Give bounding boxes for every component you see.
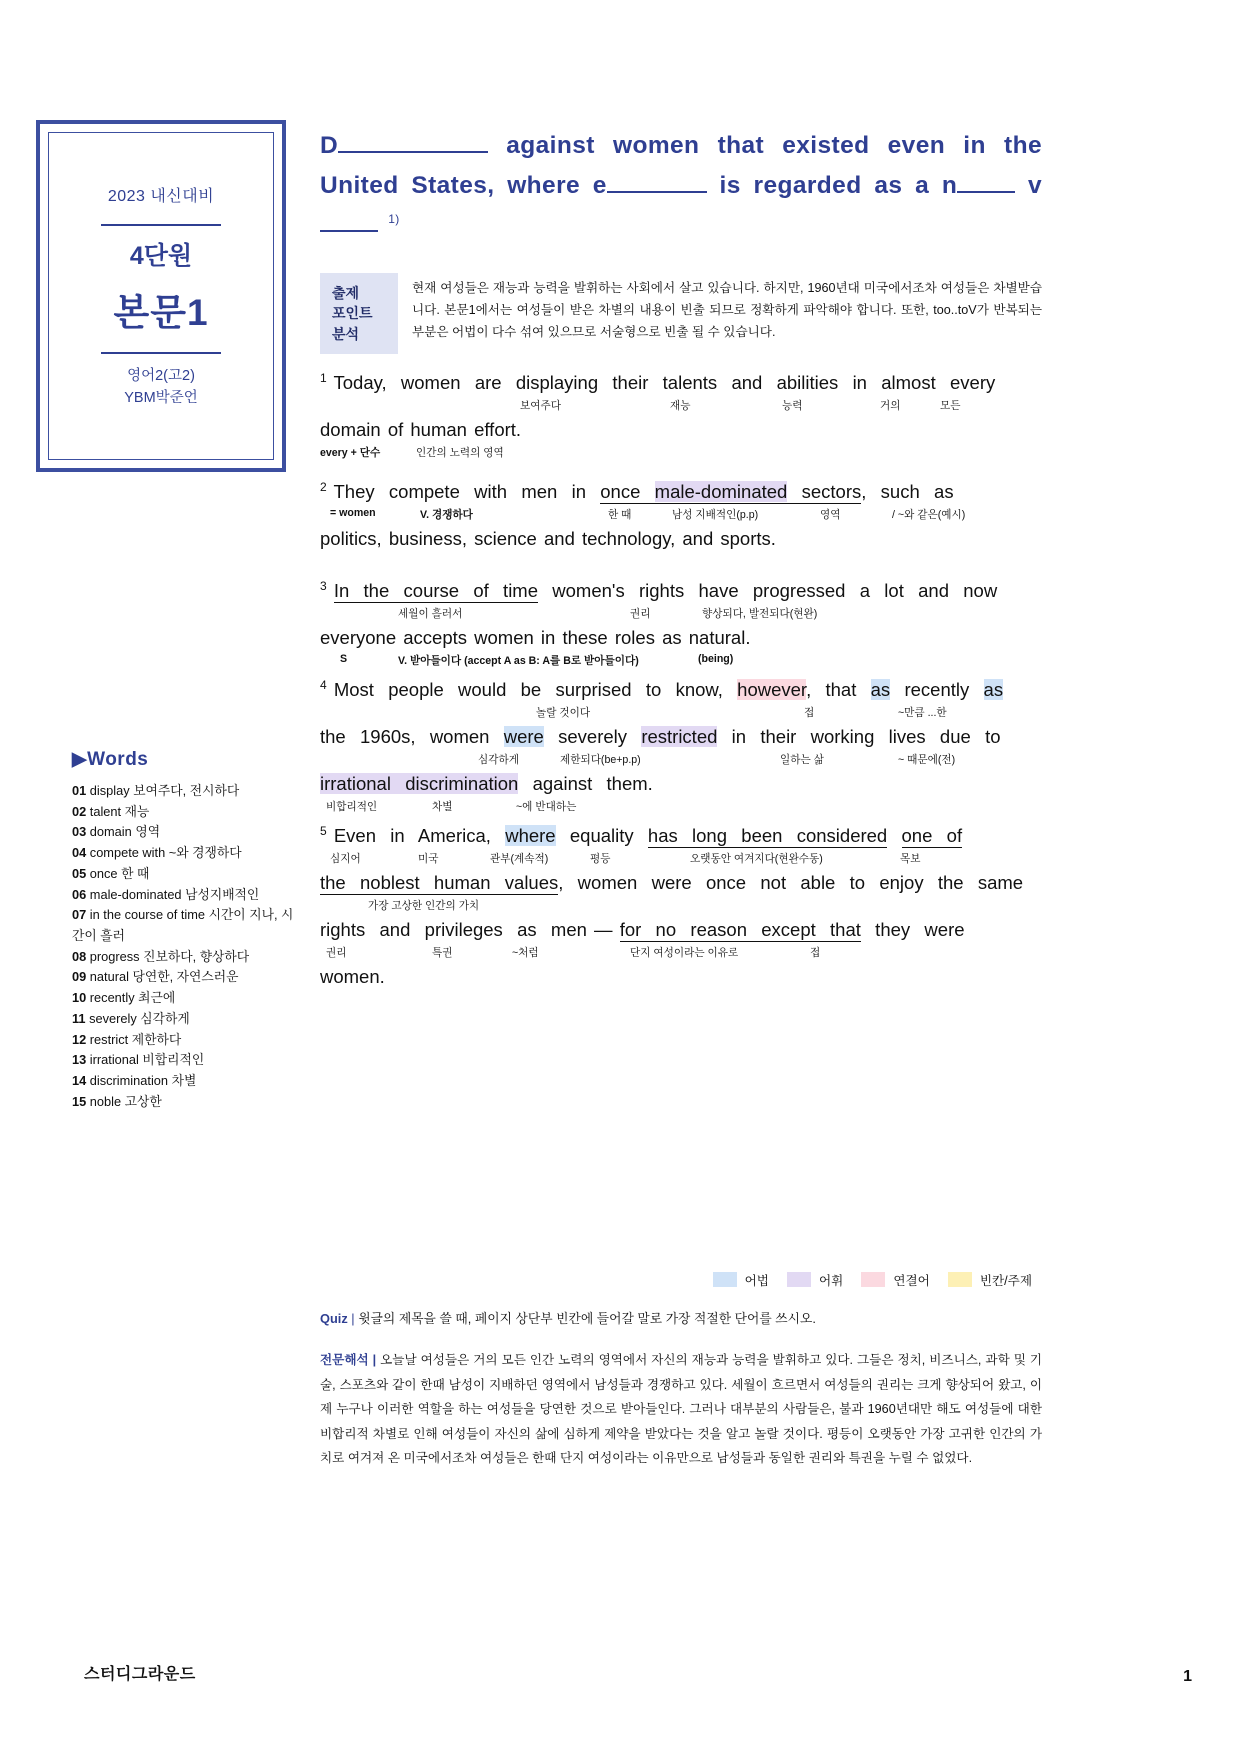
gloss: 가장 고상한 인간의 가치	[368, 900, 480, 913]
point-analysis-tag	[320, 273, 398, 354]
point-analysis-text: 현재 여성들은 재능과 능력을 발휘하는 사회에서 살고 있습니다. 하지만, 1960년대 미국에서조차 여성들은 차별받습니다. 본문1에서는 여성들이 받은 차별의 내용이 빈출 되므로 정확하게 파악해야 합니다. 또한, too..toV가 반복되는 부분은 어법이 다수 섞여 있으므로 서술형으로 빈출 될 수 있습니다.	[412, 281, 1042, 340]
words-list	[72, 748, 302, 1113]
word-number: 05	[72, 865, 87, 881]
blank-line-4	[320, 230, 378, 232]
words-container	[72, 781, 302, 1113]
headline-part2: against women that existed even	[506, 132, 946, 159]
legend-label-grammar: 어법	[744, 1274, 769, 1288]
sentence-2-line-1: $^2$ They compete with men in once male-dominated sectors, such as	[320, 480, 954, 503]
word-number: 08	[72, 948, 87, 964]
word-item	[72, 1030, 302, 1051]
sentence-block-1	[320, 370, 1042, 463]
word-english: recently	[86, 990, 139, 1006]
sentence-block-5	[320, 823, 1042, 990]
word-number: 11	[72, 1010, 86, 1026]
sentence-5-line-3: rights and privileges as men — for no reason except that they were	[320, 919, 965, 941]
word-english: progress	[86, 948, 144, 964]
word-english: display	[86, 783, 134, 798]
cover-main-title: 본문1	[113, 291, 209, 333]
word-korean: 남성지배적인	[185, 886, 260, 902]
gloss-row-5-2	[320, 898, 1042, 916]
gloss: 차별	[432, 801, 453, 814]
legend-swatch-connective	[861, 1272, 885, 1287]
word-korean: 고상한	[124, 1093, 162, 1109]
sentence-number-5: 5	[320, 824, 327, 839]
gloss: 권리	[326, 947, 347, 960]
title-inner	[48, 132, 274, 460]
sentence-3-line-1: $^3$ In the course of time women's rights have progressed a lot and now	[320, 579, 998, 602]
gloss: 관부(계속적)	[490, 853, 549, 866]
gloss: 제한되다(be+p.p)	[560, 754, 641, 767]
word-item	[72, 967, 302, 988]
point-analysis	[320, 273, 1042, 354]
title-box	[36, 120, 286, 472]
blank-line-3	[957, 191, 1015, 193]
headline-part4: is regarded	[719, 171, 862, 199]
headline-part6: v	[1027, 171, 1043, 199]
quiz-row	[320, 1308, 1042, 1327]
footer-brand: 스터디그라운드	[84, 1666, 196, 1683]
word-number: 07	[72, 907, 87, 923]
translation-text: 오늘날 여성들은 거의 모든 인간 노력의 영역에서 자신의 재능과 능력을 발휘하고 있다. 그들은 정치, 비즈니스, 과학 및 기술, 스포츠와 같이 한때 남성이 지배하던 영역에서 남성들과 경쟁하고 있다. 세월이 흐르면서 여성들의 권리는 크게 향상되어 왔고, 이제 누구나 이러한 역할을 하는 여성들을 당연한 것으로 받아들인다. 그러나 대부분의 사람들은, 불과 1960년대만 해도 여성들에 대한 비합리적 차별로 인해 여성들이 자신의 삶에 심하게 제약을 받았다는 것을 알고 놀랄 것이다. 평등이 오랫동안 가장 고귀한 인간의 가치로 여겨져 온 미국에서조차 여성들은 한때 단지 여성이라는 이유만으로 남성들과 동일한 권리와 특권을 누릴 수 없었다.	[320, 1353, 1042, 1466]
blank-line-1	[338, 151, 488, 153]
gloss-row-3-2	[320, 653, 1042, 671]
sentence-number-1: 1	[320, 370, 327, 385]
word-item	[72, 1009, 302, 1030]
word-english: compete with	[86, 845, 169, 861]
point-tag-line-1: 출제	[332, 285, 360, 302]
cover-year: 2023 내신대비	[107, 187, 215, 205]
gloss: ~에 반대하는	[516, 801, 577, 814]
legend	[713, 1270, 1042, 1289]
sentence-2-line-2: politics, business, science and technology, and sports.	[320, 528, 776, 550]
word-item	[72, 864, 302, 885]
word-number: 06	[72, 886, 87, 902]
sentence-block-3	[320, 578, 1042, 671]
gloss: 목보	[900, 853, 921, 866]
blank-line-2	[607, 191, 707, 193]
gloss: 오랫동안 여겨지다(현완수동)	[690, 853, 823, 866]
sentence-4-line-3: irrational discrimination against them.	[320, 773, 653, 795]
legend-swatch-vocab	[787, 1272, 811, 1287]
footnote-marker: 1)	[388, 212, 400, 227]
point-tag-line-3: 분석	[332, 325, 360, 342]
word-english: restrict	[86, 1031, 132, 1047]
sentence-4-line-1: $^4$ Most people would be surprised to know, however, that as recently as	[320, 678, 1004, 701]
quiz-label: Quiz	[320, 1311, 348, 1326]
gloss-row-1-1	[320, 398, 1042, 416]
word-item	[72, 885, 302, 906]
word-korean: 한 때	[121, 865, 150, 881]
legend-swatch-blank	[948, 1272, 972, 1287]
gloss-row-5-1	[320, 851, 1042, 869]
sentence-1-line-2: domain of human effort.	[320, 419, 522, 441]
headline-part3: in the United States, where e	[320, 132, 1042, 199]
gloss: V. 경쟁하다	[420, 509, 473, 522]
word-number: 10	[72, 990, 87, 1006]
word-english: talent	[86, 803, 125, 819]
cover-unit: 4단원	[129, 241, 193, 270]
gloss: 세월이 흘러서	[398, 608, 463, 621]
gloss: ~처럼	[512, 947, 539, 960]
word-korean: 당연한, 자연스러운	[132, 969, 239, 985]
divider-bottom	[101, 352, 221, 354]
headline-part5: as a n	[874, 171, 958, 199]
word-english: male-dominated	[86, 886, 186, 902]
translation-block	[320, 1348, 1042, 1471]
word-number: 02	[72, 803, 87, 819]
word-korean: 보여주다, 전시하다	[133, 783, 240, 798]
word-korean: 진보하다, 향상하다	[143, 948, 250, 964]
gloss: 특권	[432, 947, 453, 960]
word-english: natural	[86, 969, 133, 985]
word-korean: 비합리적인	[142, 1052, 205, 1068]
headline-part1: D	[320, 132, 339, 159]
word-english: severely	[85, 1010, 141, 1026]
gloss: 미국	[418, 853, 439, 866]
gloss: 거의	[880, 400, 901, 413]
word-korean: 심각하게	[140, 1010, 190, 1026]
legend-label-connective: 연결어	[893, 1274, 930, 1288]
word-english: discrimination	[86, 1073, 172, 1089]
word-item	[72, 1071, 302, 1092]
word-korean: ~와 경쟁하다	[168, 845, 242, 861]
gloss: ~만큼 ...한	[898, 707, 947, 720]
sentence-number-4: 4	[320, 678, 327, 693]
sentence-block-2	[320, 479, 1042, 552]
word-english: noble	[86, 1093, 125, 1109]
word-korean: 최근에	[138, 990, 176, 1006]
main-content	[320, 126, 1043, 1466]
gloss: 비합리적인	[326, 801, 378, 814]
word-item	[72, 947, 302, 968]
gloss: 접	[804, 707, 815, 720]
gloss-row-3-1	[320, 606, 1042, 624]
sentence-5-line-4: women.	[320, 966, 385, 988]
legend-label-vocab: 어휘	[818, 1274, 844, 1288]
sentence-1-line-1: $^1$ Today, women are displaying their talents and abilities in almost every	[320, 370, 996, 394]
word-item	[72, 1092, 302, 1113]
gloss-row-5-3	[320, 945, 1042, 963]
gloss-row-1-2	[320, 445, 1042, 463]
translation-label: 전문해석	[320, 1353, 369, 1367]
word-item	[72, 988, 302, 1009]
translation-divider: |	[372, 1353, 377, 1367]
word-item	[72, 843, 302, 864]
gloss: 재능	[670, 400, 691, 413]
divider-top	[101, 224, 221, 226]
word-korean: 차별	[171, 1073, 197, 1089]
cover-panel	[36, 120, 286, 472]
gloss: / ~와 같은(예시)	[892, 509, 966, 522]
gloss: 권리	[630, 608, 651, 621]
word-number: 09	[72, 969, 87, 985]
quiz-divider: |	[351, 1311, 355, 1326]
word-korean: 영역	[135, 824, 161, 840]
gloss: 평등	[590, 853, 611, 866]
gloss: 남성 지배적인(p.p)	[672, 509, 759, 522]
word-english: in the course of time	[86, 907, 209, 923]
gloss: 보여주다	[520, 400, 561, 413]
word-item	[72, 905, 302, 946]
gloss: 인간의 노력의 영역	[416, 447, 504, 460]
gloss: S	[340, 653, 348, 666]
word-english: once	[86, 865, 122, 881]
cover-subject: 영어2(고2)	[127, 367, 195, 384]
word-number: 15	[72, 1093, 87, 1109]
gloss: every + 단수	[320, 447, 381, 460]
gloss: 일하는 삶	[780, 754, 824, 767]
gloss: 능력	[782, 400, 803, 413]
point-tag-line-2: 포인트	[332, 305, 373, 322]
gloss: (being)	[698, 653, 734, 666]
gloss: 놀랄 것이다	[536, 707, 591, 720]
gloss: = women	[330, 507, 376, 520]
gloss: 모든	[940, 400, 961, 413]
underlined-phrase: In the course of time	[333, 580, 538, 602]
sentence-5-line-2: the noblest human values, women were once not able to enjoy the same	[320, 872, 1024, 894]
gloss: 접	[810, 947, 821, 960]
sentence-5-line-1: $^5$ Even in America, where equality has long been considered one of	[320, 824, 963, 847]
legend-label-blank: 빈칸/주제	[979, 1274, 1032, 1288]
sentence-3-line-2: everyone accepts women in these roles as natural.	[320, 627, 751, 649]
gloss: 한 때	[608, 509, 632, 522]
sentence-block-4	[320, 677, 1042, 817]
quiz-text: 윗글의 제목을 쓸 때, 페이지 상단부 빈칸에 들어갈 말로 가장 적절한 단어를 쓰시오.	[358, 1311, 816, 1326]
word-number: 03	[72, 824, 87, 840]
word-item	[72, 802, 302, 823]
sentence-number-3: 3	[320, 579, 327, 594]
word-korean: 시간이 지나, 시간이 흘러	[72, 907, 294, 944]
word-item	[72, 781, 302, 802]
legend-swatch-grammar	[713, 1272, 737, 1287]
gloss: V. 받아들이다 (accept A as B: A를 B로 받아들이다)	[398, 655, 639, 668]
gloss: 심지어	[330, 853, 361, 866]
sentence-4-line-2: the 1960s, women were severely restricted in their working lives due to	[320, 726, 1001, 748]
gloss-row-4-3	[320, 799, 1042, 817]
word-korean: 재능	[124, 803, 150, 819]
gloss-row-2-1	[320, 507, 1042, 525]
gloss: 심각하게	[478, 754, 519, 767]
word-number: 14	[72, 1073, 87, 1089]
word-english: domain	[86, 824, 136, 840]
gloss: 영역	[820, 509, 841, 522]
word-item	[72, 1050, 302, 1071]
underlined-phrase: once male-dominated sectors	[600, 481, 862, 503]
word-number: 12	[72, 1031, 87, 1047]
gloss-row-4-1	[320, 705, 1042, 723]
page-title	[320, 126, 1042, 245]
word-number: 01	[72, 783, 87, 798]
word-item	[72, 822, 302, 843]
word-number: 13	[72, 1052, 87, 1068]
word-number: 04	[72, 845, 87, 861]
gloss: 향상되다, 발전되다(현완)	[702, 608, 818, 621]
word-english: irrational	[86, 1052, 143, 1068]
gloss: ~ 때문에(전)	[898, 754, 956, 767]
gloss-row-4-2	[320, 752, 1042, 770]
sentence-number-2: 2	[320, 480, 327, 495]
footer-page-number: 1	[1183, 1668, 1192, 1685]
words-heading: ▶Words	[72, 749, 149, 770]
gloss: 단지 여성이라는 이유로	[630, 947, 739, 960]
word-korean: 제한하다	[131, 1031, 182, 1047]
cover-publisher: YBM박준언	[124, 389, 198, 406]
